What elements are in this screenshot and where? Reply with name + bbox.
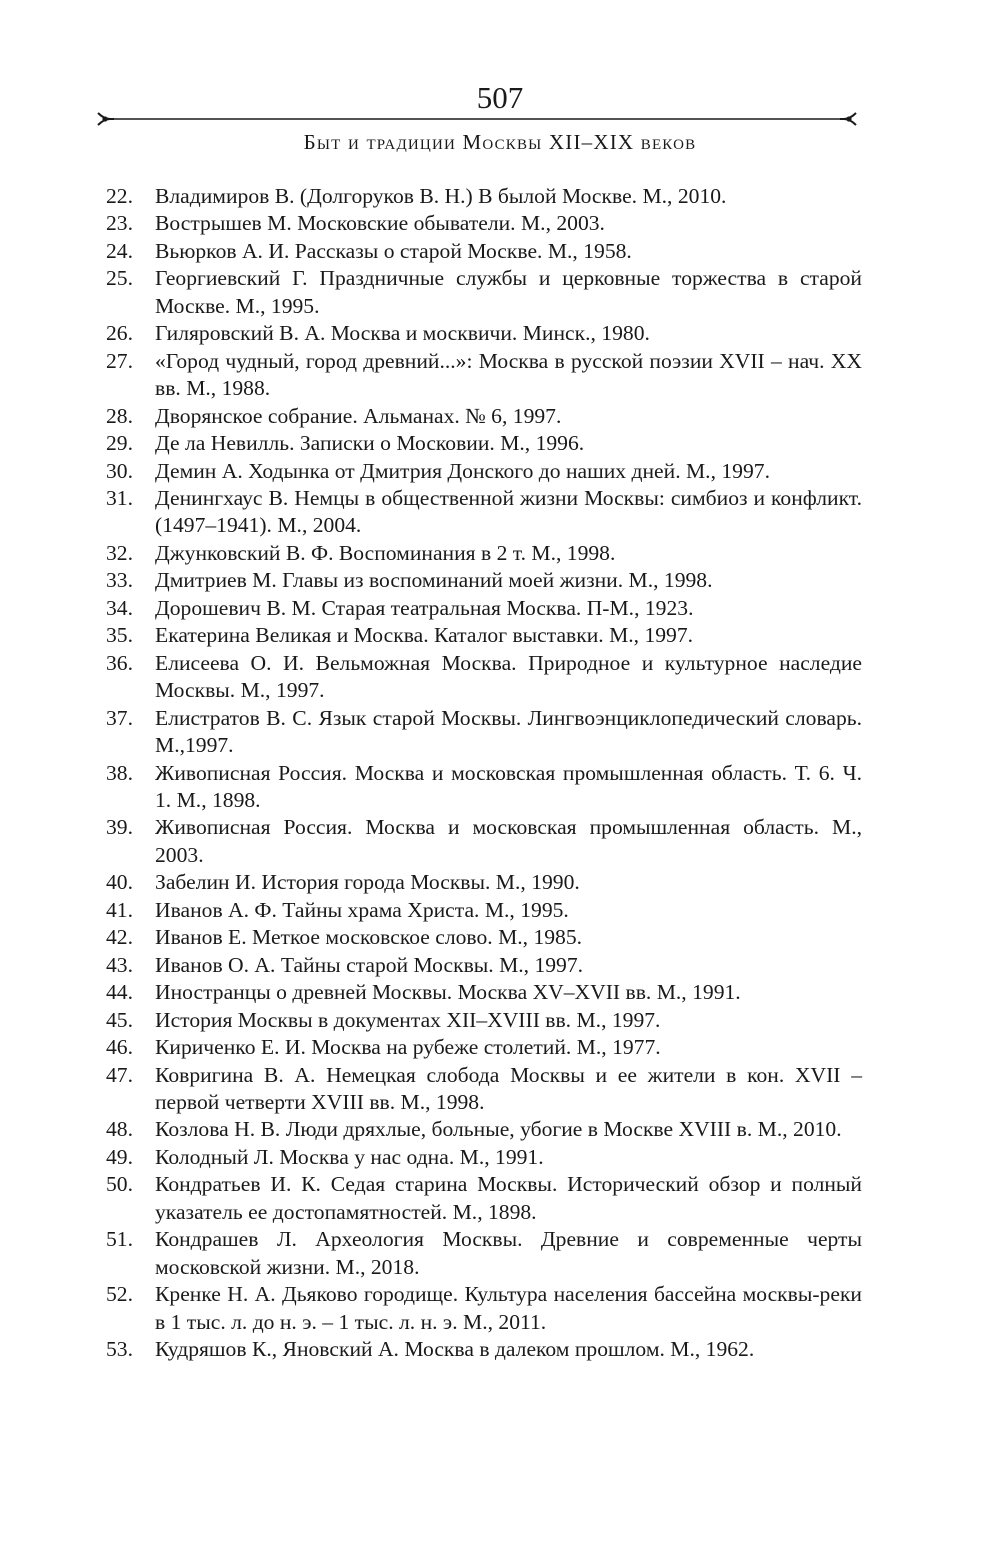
- entry-text: Георгиевский Г. Праздничные службы и церковные торжества в старой Москве. М., 1995.: [155, 266, 862, 318]
- entry-text: Елисеева О. И. Вельможная Москва. Природное и культурное наследие Москвы. М., 1997.: [155, 650, 862, 703]
- entry-number: 23.: [106, 211, 133, 236]
- bibliography-entry: [106, 622, 862, 649]
- entry-text: Гиляровский В. А. Москва и москвичи. Минск., 1980.: [155, 321, 650, 346]
- entry-number: 33.: [106, 568, 133, 593]
- entry-number: 49.: [106, 1144, 133, 1169]
- bibliography-entry: [106, 458, 862, 485]
- bibliography-entry: [106, 485, 862, 540]
- entry-text: Иванов А. Ф. Тайны храма Христа. М., 1995.: [155, 897, 569, 922]
- entry-number: 27.: [106, 348, 133, 373]
- entry-text: Демин А. Ходынка от Дмитрия Донского до наших дней. М., 1997.: [155, 458, 770, 483]
- right-flourish: [840, 113, 856, 125]
- header-ornament-rule: [96, 109, 858, 129]
- bibliography-entry: [106, 1171, 862, 1226]
- entry-number: 41.: [106, 897, 133, 922]
- entry-number: 46.: [106, 1035, 133, 1060]
- entry-number: 25.: [106, 266, 133, 291]
- entry-number: 35.: [106, 623, 133, 648]
- entry-number: 31.: [106, 485, 133, 510]
- bibliography-entry: [106, 924, 862, 951]
- bibliography-entry: [106, 869, 862, 896]
- bibliography-entry: [106, 1116, 862, 1143]
- entry-number: 38.: [106, 760, 133, 785]
- entry-text: Денингхаус В. Немцы в общественной жизни Москвы: симбиоз и конфликт. (1497–1941). М., 2004.: [155, 485, 862, 538]
- entry-text: Кириченко Е. И. Москва на рубеже столетий. М., 1977.: [155, 1035, 661, 1060]
- bibliography-list: [106, 183, 862, 1363]
- left-flourish: [98, 113, 114, 125]
- page-number: 507: [476, 80, 524, 115]
- entry-text: Иностранцы о древней Москвы. Москва XV–XVII вв. М., 1991.: [155, 980, 741, 1005]
- entry-text: Ковригина В. А. Немецкая слобода Москвы и ее жители в кон. XVII – первой четверти XVIII вв. М., 1998.: [155, 1062, 862, 1114]
- entry-text: Кондрашев Л. Археология Москвы. Древние и современные черты московской жизни. М., 2018.: [155, 1227, 862, 1279]
- entry-text: Иванов Е. Меткое московское слово. М., 1985.: [155, 925, 583, 950]
- bibliography-entry: [106, 320, 862, 347]
- entry-text: «Город чудный, город древний...»: Москва в русской поэзии XVII – нач. XX вв. М., 1988.: [155, 348, 862, 401]
- bibliography-entry: [106, 814, 862, 869]
- entry-text: Живописная Россия. Москва и московская промышленная область. М., 2003.: [155, 815, 862, 867]
- bibliography-entry: [106, 1007, 862, 1034]
- entry-text: Забелин И. История города Москвы. М., 1990.: [155, 870, 580, 895]
- bibliography-entry: [106, 1226, 862, 1281]
- entry-number: 32.: [106, 540, 133, 565]
- entry-number: 30.: [106, 458, 133, 483]
- entry-text: Елистратов В. С. Язык старой Москвы. Лингвоэнциклопедический словарь. М.,1997.: [155, 705, 862, 758]
- bibliography-entry: [106, 238, 862, 265]
- entry-text: Живописная Россия. Москва и московская промышленная область. Т. 6. Ч. 1. М., 1898.: [155, 760, 862, 812]
- entry-number: 42.: [106, 925, 133, 950]
- bibliography-entry: [106, 1062, 862, 1117]
- entry-text: Дмитриев М. Главы из воспоминаний моей жизни. М., 1998.: [155, 568, 713, 593]
- bibliography-entry: [106, 540, 862, 567]
- entry-number: 37.: [106, 705, 133, 730]
- entry-text: Козлова Н. В. Люди дряхлые, больные, убогие в Москве XVIII в. М., 2010.: [155, 1117, 842, 1142]
- entry-number: 36.: [106, 650, 133, 675]
- entry-number: 51.: [106, 1227, 133, 1252]
- bibliography-entry: [106, 979, 862, 1006]
- entry-text: Вострышев М. Московские обыватели. М., 2003.: [155, 211, 605, 236]
- entry-text: Владимиров В. (Долгоруков В. Н.) В былой Москве. М., 2010.: [155, 184, 727, 208]
- bibliography-entry: [106, 897, 862, 924]
- bibliography-entry: [106, 1336, 862, 1363]
- entry-number: 45.: [106, 1007, 133, 1032]
- bibliography-entry: [106, 760, 862, 815]
- entry-number: 48.: [106, 1117, 133, 1142]
- entry-number: 39.: [106, 815, 133, 840]
- entry-number: 28.: [106, 403, 133, 428]
- bibliography-entry: [106, 430, 862, 457]
- entry-number: 24.: [106, 238, 133, 263]
- entry-number: 47.: [106, 1062, 133, 1087]
- entry-text: Дворянское собрание. Альманах. № 6, 1997.: [155, 403, 562, 428]
- entry-text: Кондратьев И. К. Седая старина Москвы. Исторический обзор и полный указатель ее достопамятностей. М., 1898.: [155, 1172, 862, 1224]
- entry-text: История Москвы в документах XII–XVIII вв. М., 1997.: [155, 1007, 661, 1032]
- entry-text: Вьюрков А. И. Рассказы о старой Москве. М., 1958.: [155, 238, 632, 263]
- bibliography-entry: [106, 265, 862, 320]
- entry-number: 26.: [106, 321, 133, 346]
- bibliography-entry: [106, 183, 862, 210]
- bibliography-entry: [106, 952, 862, 979]
- entry-text: Иванов О. А. Тайны старой Москвы. М., 1997.: [155, 952, 584, 977]
- bibliography-entry: [106, 705, 862, 760]
- entry-number: 22.: [106, 184, 133, 208]
- bibliography-entry: [106, 1034, 862, 1061]
- bibliography-entry: [106, 1281, 862, 1336]
- entry-text: Колодный Л. Москва у нас одна. М., 1991.: [155, 1144, 544, 1169]
- bibliography-entry: [106, 1144, 862, 1171]
- entry-number: 29.: [106, 431, 133, 456]
- entry-number: 40.: [106, 870, 133, 895]
- entry-text: Дорошевич В. М. Старая театральная Москва. П-М., 1923.: [155, 595, 694, 620]
- entry-number: 43.: [106, 952, 133, 977]
- bibliography-entry: [106, 567, 862, 594]
- running-title: Быт и традиции Москвы XII–XIX веков: [303, 130, 697, 154]
- entry-number: 53.: [106, 1337, 133, 1362]
- bibliography-entry: [106, 595, 862, 622]
- bibliography-entry: [106, 403, 862, 430]
- bibliography-entry: [106, 650, 862, 705]
- entry-number: 50.: [106, 1172, 133, 1197]
- entry-text: Екатерина Великая и Москва. Каталог выставки. М., 1997.: [155, 623, 694, 648]
- entry-number: 34.: [106, 595, 133, 620]
- entry-text: Кренке Н. А. Дьяково городище. Культура населения бассейна москвы-реки в 1 тыс. л. до н. э. – 1 тыс. л. н. э. М., 2011.: [155, 1282, 862, 1334]
- entry-text: Кудряшов К., Яновский А. Москва в далеком прошлом. М., 1962.: [155, 1337, 755, 1362]
- bibliography-entry: [106, 348, 862, 403]
- entry-number: 44.: [106, 980, 133, 1005]
- bibliography-entry: [106, 210, 862, 237]
- entry-text: Де ла Невилль. Записки о Московии. М., 1996.: [155, 431, 585, 456]
- entry-number: 52.: [106, 1282, 133, 1307]
- entry-text: Джунковский В. Ф. Воспоминания в 2 т. М., 1998.: [155, 540, 616, 565]
